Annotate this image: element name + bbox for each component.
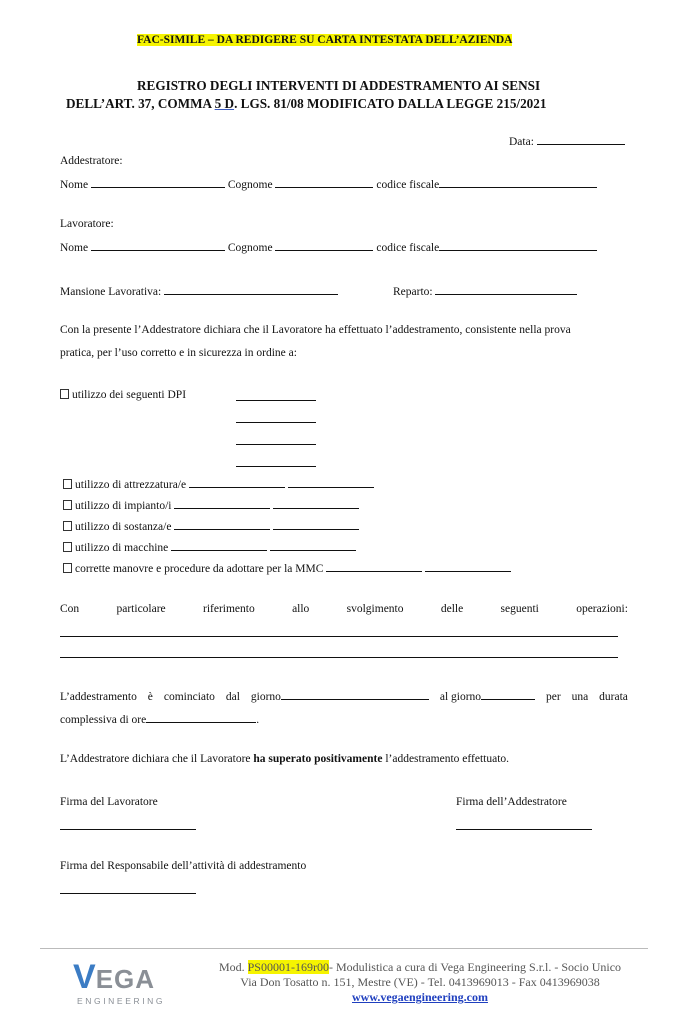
footer-company: - Modulistica a cura di Vega Engineering S.r.l. - Socio Unico [328,960,622,974]
operations-word: delle [440,603,464,615]
footer-text [200,960,640,1005]
start-date-field[interactable] [281,688,429,700]
company-logo [73,958,165,1008]
operations-word: operazioni: [576,603,628,615]
machines-field-2[interactable] [270,539,356,551]
trainer-label: Addestratore: [60,155,123,167]
worker-cf-field[interactable] [439,239,597,251]
substance-field-1[interactable] [174,518,270,530]
worker-label: Lavoratore: [60,218,114,230]
machines-label: utilizzo di macchine [75,542,169,554]
trainer-name-label: Nome [60,179,89,191]
trainer-surname-label: Cognome [227,179,273,191]
intro-line1: Con la presente l’Addestratore dichiara che il Lavoratore ha effettuato l’addestramento, consistente nella prova [60,324,571,336]
declaration-part-c: l’addestramento effettuato. [382,753,510,765]
dpi-checkbox[interactable] [60,389,69,399]
manager-signature-field[interactable] [60,893,196,894]
worker-signature-field[interactable] [60,829,196,830]
mmc-label: corrette manovre e procedure da adottare per la MMC [75,563,324,575]
option-machines [63,539,356,554]
hours-label: complessiva di ore [60,714,147,726]
period-word: per [545,691,561,703]
date-field[interactable] [537,133,625,145]
mmc-field-1[interactable] [326,560,422,572]
trainer-surname-field[interactable] [275,176,373,188]
date-label: Data: [509,136,534,148]
document-title-line2 [66,96,546,112]
trainer-cf-field[interactable] [439,176,597,188]
website-link[interactable]: www.vegaengineering.com [352,990,488,1004]
trainer-name-field[interactable] [91,176,225,188]
worker-signature-label: Firma del Lavoratore [60,796,158,808]
period-word: durata [599,691,628,703]
plant-field-1[interactable] [174,497,270,509]
logo-letters-ega: EGA [95,964,156,994]
period-word: L’addestramento [60,691,137,703]
trainer-cf-label: codice fiscale [376,179,440,191]
period-word: al giorno [439,691,482,703]
mmc-checkbox[interactable] [63,563,72,573]
equipment-checkbox[interactable] [63,479,72,489]
plant-checkbox[interactable] [63,500,72,510]
dpi-field-1[interactable] [236,400,316,401]
period-word: una [571,691,589,703]
hours-field[interactable] [146,711,256,723]
worker-surname-label: Cognome [227,242,273,254]
dpi-label: utilizzo dei seguenti DPI [72,389,187,401]
trainer-signature-field[interactable] [456,829,592,830]
operations-word: particolare [116,603,166,615]
job-field[interactable] [164,283,338,295]
footer-line2: Via Don Tosatto n. 151, Mestre (VE) - Tel. 0413969013 - Fax 0413969038 [240,975,600,989]
worker-name-label: Nome [60,242,89,254]
job-label: Mansione Lavorativa: [60,286,162,298]
logo-letter-v: V [73,958,96,996]
trainer-signature-label: Firma dell’Addestratore [456,796,567,808]
equipment-field-1[interactable] [189,476,285,488]
operations-word: allo [292,603,310,615]
period-word: dal [225,691,240,703]
machines-checkbox[interactable] [63,542,72,552]
equipment-field-2[interactable] [288,476,374,488]
department-field[interactable] [435,283,577,295]
title-part-c: . LGS. 81/08 MODIFICATO DALLA LEGGE 215/2021 [234,96,547,111]
operations-field-2[interactable] [60,657,618,658]
period-end-group [440,688,535,703]
mmc-field-2[interactable] [425,560,511,572]
intro-line2: pratica, per l’uso corretto e in sicurezza in ordine a: [60,347,297,359]
dpi-option [60,389,186,401]
operations-heading [60,603,628,615]
footer-divider [40,948,648,949]
option-substance [63,518,359,533]
job-row [60,283,338,298]
footer-line3 [200,990,640,1005]
operations-word: Con [60,603,80,615]
worker-row [60,239,597,254]
period-word: è [147,691,153,703]
department-label: Reparto: [393,286,433,298]
declaration-part-b: ha superato positivamente [253,753,383,765]
period-line2: complessiva di ore . [60,711,259,726]
operations-word: svolgimento [346,603,404,615]
operations-word: seguenti [500,603,539,615]
period-line1 [60,688,628,703]
worker-cf-label: codice fiscale [376,242,440,254]
substance-label: utilizzo di sostanza/e [75,521,172,533]
logo-subtitle: ENGINEERING [77,996,166,1006]
manager-signature-label: Firma del Responsabile dell’attività di addestramento [60,860,307,872]
option-plant [63,497,359,512]
equipment-label: utilizzo di attrezzatura/e [75,479,187,491]
form-code: PS00001-169r00 [247,960,329,974]
department-row [393,283,577,298]
period-word: cominciato [163,691,215,703]
end-date-field[interactable] [481,688,535,700]
header-note: FAC-SIMILE – DA REDIGERE SU CARTA INTESTATA DELL’AZIENDA [137,34,513,46]
option-equipment [63,476,374,491]
plant-label: utilizzo di impianto/i [75,500,172,512]
period-start-group [251,688,429,703]
substance-checkbox[interactable] [63,521,72,531]
dpi-field-3[interactable] [236,444,316,445]
declaration [60,753,509,765]
option-mmc [63,560,511,575]
title-part-a: DELL’ART. 37, COMMA [66,96,215,111]
declaration-part-a: L’Addestratore dichiara che il Lavoratore [60,753,254,765]
substance-field-2[interactable] [273,518,359,530]
operations-word: riferimento [203,603,255,615]
footer-prefix: Mod. [218,960,248,974]
worker-name-field[interactable] [91,239,225,251]
dpi-field-2[interactable] [236,422,316,423]
trainer-row [60,176,597,191]
machines-field-1[interactable] [171,539,267,551]
dpi-field-4[interactable] [236,466,316,467]
footer-line1 [200,960,640,975]
title-part-b: 5 D [214,96,235,111]
document-title-line1: REGISTRO DEGLI INTERVENTI DI ADDESTRAMENTO AI SENSI [137,78,541,93]
operations-field-1[interactable] [60,636,618,637]
date-row [509,133,625,148]
period-word: giorno [250,691,281,703]
worker-surname-field[interactable] [275,239,373,251]
plant-field-2[interactable] [273,497,359,509]
